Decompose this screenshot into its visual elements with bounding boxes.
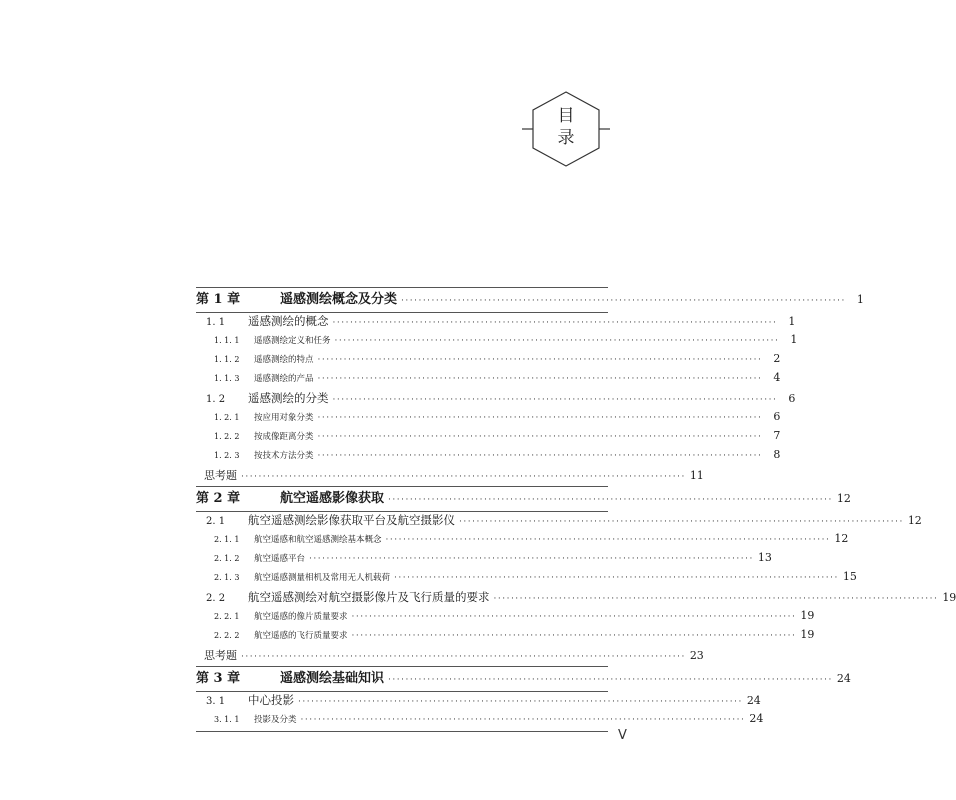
badge-char-1: 目 (557, 106, 575, 126)
toc-entry-number: 2. 1. 2 (214, 554, 240, 563)
toc-entry-page: 15 (842, 570, 857, 583)
toc-section-row[interactable] (196, 692, 761, 712)
toc-entry-number: 1. 1. 1 (214, 336, 240, 345)
dot-leader: ······································································································ (332, 318, 778, 328)
dot-leader: ······································································································ (388, 495, 833, 505)
toc-entry-number: 3. 1 (206, 696, 226, 707)
toc-entry-title: 遥感测绘的分类 (248, 391, 329, 405)
page-number: V (618, 728, 627, 743)
toc-sub-row[interactable] (196, 410, 781, 429)
toc-entry-number: 2. 1 (206, 516, 226, 527)
toc-entry-number: 1. 1. 2 (214, 355, 240, 364)
toc-sub-row[interactable] (196, 570, 857, 589)
toc-entry-page: 8 (773, 448, 781, 461)
dot-leader: ······································································································ (394, 573, 839, 583)
toc-entry-page: 24 (749, 712, 764, 725)
toc-entry-number: 2. 1. 1 (214, 535, 240, 544)
dot-leader: ······································································································ (298, 697, 743, 707)
toc-entry-page: 2 (773, 352, 781, 365)
dot-leader: ······································································································ (385, 535, 831, 545)
toc-entry-title: 航空遥感测绘对航空摄影像片及飞行质量的要求 (248, 590, 490, 604)
toc-entry-title: 航空遥感平台 (254, 554, 306, 564)
toc-exercise-row[interactable] (196, 467, 704, 486)
toc-sub-row[interactable] (196, 448, 781, 467)
toc-entry-title: 遥感测绘定义和任务 (254, 336, 331, 346)
toc-entry-page: 13 (757, 551, 772, 564)
dot-leader: ······································································································ (317, 432, 763, 442)
toc-entry-page: 7 (773, 429, 781, 442)
toc-section-row[interactable] (196, 512, 922, 532)
toc-entry-title: 投影及分类 (254, 715, 297, 725)
toc-entry-title: 航空遥感测绘影像获取平台及航空摄影仪 (248, 513, 455, 527)
dot-leader: ······································································································ (351, 612, 797, 622)
toc-entry-page: 1 (856, 293, 864, 306)
toc-entry-page: 1 (790, 333, 798, 346)
dot-leader: ······································································································ (241, 472, 686, 482)
toc-entry-page: 23 (689, 649, 704, 662)
dot-leader: ······································································································ (317, 451, 763, 461)
toc-entry-title: 按应用对象分类 (254, 413, 314, 423)
toc-chapter-row[interactable] (196, 288, 864, 312)
toc-entry-page: 12 (836, 492, 851, 505)
toc-exercise-row[interactable] (196, 647, 704, 666)
toc-entry-page: 24 (836, 672, 851, 685)
toc-entry-title: 遥感测绘的特点 (254, 355, 314, 365)
dot-leader: ······································································································ (332, 395, 778, 405)
toc-entry-page: 19 (800, 628, 815, 641)
toc-end-rule (196, 731, 608, 732)
toc-entry-number: 2. 1. 3 (214, 573, 240, 582)
dot-leader: ······································································································ (493, 594, 939, 604)
toc-sub-row[interactable] (196, 609, 815, 628)
toc-entry-number: 2. 2. 2 (214, 631, 240, 640)
toc-entry-number: 2. 2 (206, 593, 226, 604)
toc-sub-row[interactable] (196, 551, 772, 570)
toc-section-row[interactable] (196, 313, 796, 333)
toc-entry-number: 第 3 章 (196, 671, 241, 686)
toc-entry-title: 思考题 (204, 469, 237, 482)
toc-entry-page: 12 (834, 532, 849, 545)
toc-chapter-row[interactable] (196, 487, 851, 511)
toc-entry-number: 1. 1. 3 (214, 374, 240, 383)
toc-sub-row[interactable] (196, 333, 798, 352)
toc-entry-page: 1 (788, 315, 796, 328)
dot-leader: ······································································································ (334, 336, 780, 346)
toc-entry-page: 19 (800, 609, 815, 622)
toc-entry-title: 航空遥感测量相机及常用无人机载荷 (254, 573, 391, 583)
toc-entry-title: 按技术方法分类 (254, 451, 314, 461)
dot-leader: ······································································································ (459, 517, 904, 527)
toc-chapter-row[interactable] (196, 667, 851, 691)
toc-sub-row[interactable] (196, 352, 781, 371)
toc-entry-title: 航空遥感的飞行质量要求 (254, 631, 348, 641)
toc-entry-title: 思考题 (204, 649, 237, 662)
toc-entry-number: 第 1 章 (196, 292, 241, 307)
toc-entry-title: 航空遥感影像获取 (280, 491, 385, 506)
dot-leader: ······································································································ (351, 631, 797, 641)
toc-entry-number: 第 2 章 (196, 491, 241, 506)
toc-sub-row[interactable] (196, 371, 781, 390)
toc-entry-title: 航空遥感和航空遥感测绘基本概念 (254, 535, 382, 545)
toc-section-row[interactable] (196, 589, 956, 609)
toc-entry-page: 12 (907, 514, 922, 527)
table-of-contents (196, 287, 956, 732)
toc-entry-page: 24 (746, 694, 761, 707)
toc-entry-title: 中心投影 (248, 693, 294, 707)
toc-sub-row[interactable] (196, 429, 781, 448)
toc-entry-number: 1. 2 (206, 394, 226, 405)
dot-leader: ······································································································ (317, 355, 763, 365)
toc-entry-number: 1. 2. 1 (214, 413, 240, 422)
toc-sub-row[interactable] (196, 532, 849, 551)
toc-section-row[interactable] (196, 390, 796, 410)
toc-sub-row[interactable] (196, 712, 764, 731)
toc-entry-number: 1. 2. 3 (214, 451, 240, 460)
toc-sub-row[interactable] (196, 628, 815, 647)
dot-leader: ······································································································ (317, 374, 763, 384)
dot-leader: ······································································································ (317, 413, 763, 423)
toc-entry-number: 1. 2. 2 (214, 432, 240, 441)
toc-entry-title: 航空遥感的像片质量要求 (254, 612, 348, 622)
toc-entry-title: 按成像距离分类 (254, 432, 314, 442)
toc-entry-page: 4 (773, 371, 781, 384)
toc-entry-page: 11 (689, 469, 704, 482)
toc-entry-page: 19 (942, 591, 956, 604)
dot-leader: ······································································································ (241, 652, 686, 662)
dot-leader: ······································································································ (309, 554, 754, 564)
toc-entry-title: 遥感测绘的产品 (254, 374, 314, 384)
dot-leader: ······································································································ (300, 715, 746, 725)
toc-entry-page: 6 (788, 392, 796, 405)
toc-entry-title: 遥感测绘基础知识 (280, 671, 385, 686)
toc-entry-number: 1. 1 (206, 317, 226, 328)
dot-leader: ······································································································ (401, 296, 846, 306)
contents-badge (530, 90, 602, 168)
dot-leader: ······································································································ (388, 675, 833, 685)
toc-entry-title: 遥感测绘的概念 (248, 314, 329, 328)
toc-entry-number: 3. 1. 1 (214, 715, 240, 724)
badge-char-2: 录 (557, 128, 575, 148)
toc-entry-number: 2. 2. 1 (214, 612, 240, 621)
toc-entry-title: 遥感测绘概念及分类 (280, 292, 398, 307)
toc-entry-page: 6 (773, 410, 781, 423)
